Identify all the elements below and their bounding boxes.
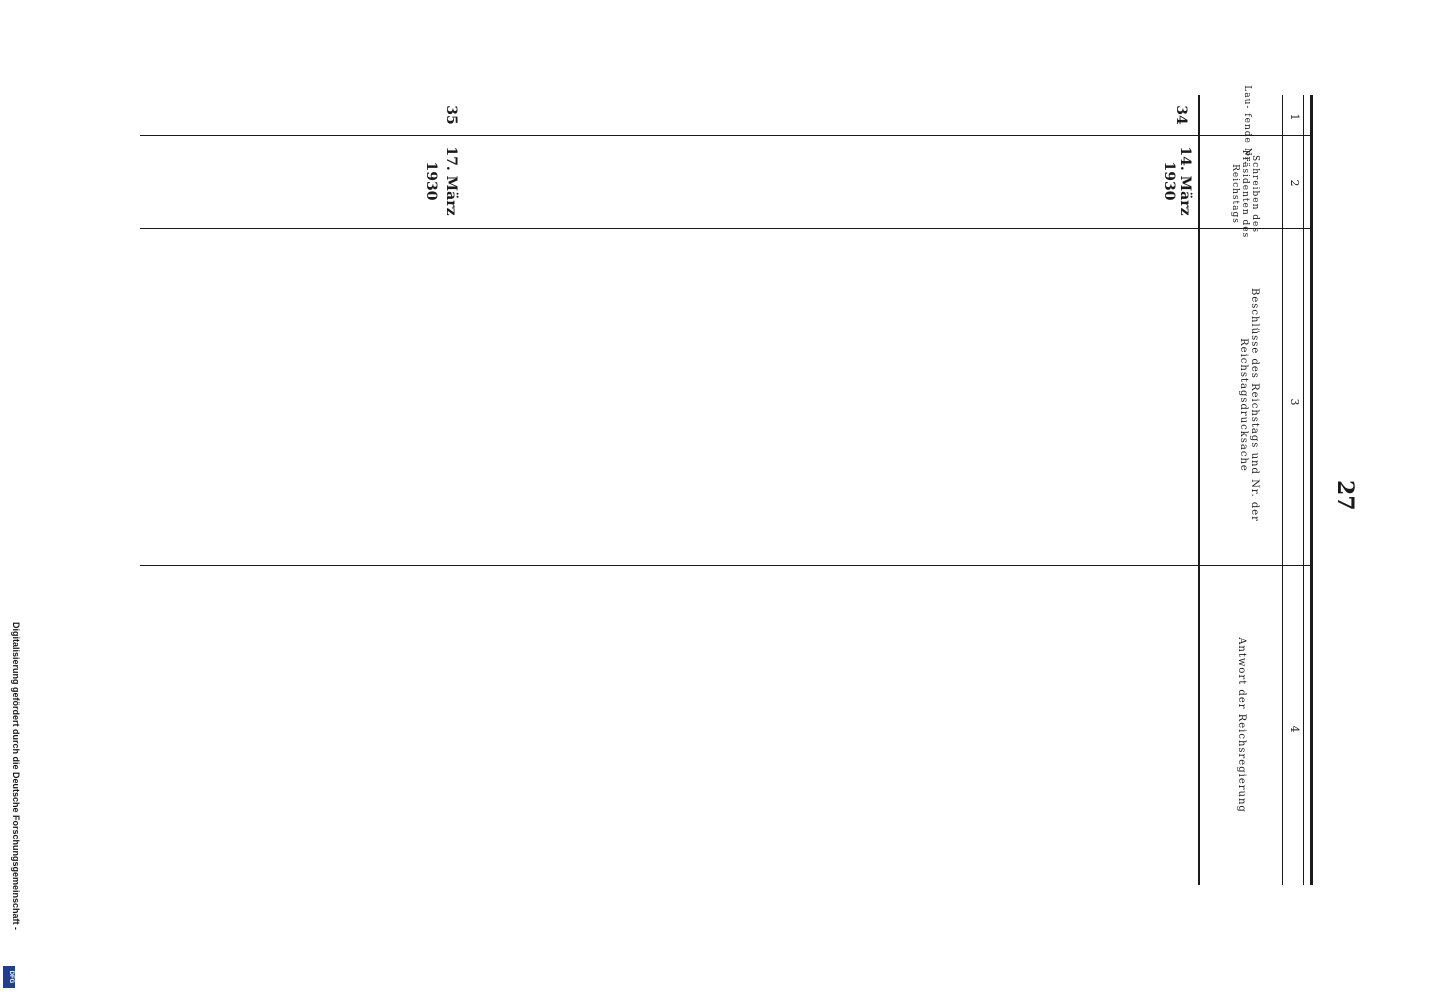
column-divider-2-3 xyxy=(140,228,1312,229)
column-number-1: 1 xyxy=(1288,113,1301,121)
column-header-resolutions: Beschlüsse des Reichstags und Nr. der Reichstagsdrucksache xyxy=(1238,288,1260,522)
row-34-date: 14. März xyxy=(1177,146,1193,216)
column-divider-1-2 xyxy=(140,135,1312,136)
column-number-2: 2 xyxy=(1288,179,1301,187)
row-34-number: 34 xyxy=(1173,105,1189,125)
column-number-rule xyxy=(1282,95,1283,885)
row-35-number: 35 xyxy=(443,105,459,125)
column-header-number: Lau- fende Nr. xyxy=(1242,85,1252,165)
row-35-year: 1930 xyxy=(423,161,439,201)
digitization-credit: Digitalisierung gefördert durch die Deutsche Forschungsgemeinschaft - xyxy=(11,621,21,931)
column-number-4: 4 xyxy=(1288,725,1301,733)
header-bottom-rule xyxy=(1198,95,1200,885)
column-header-letter: Schreiben des Präsidenten des Reichstags xyxy=(1230,149,1260,239)
table-top-rule xyxy=(1310,95,1313,885)
table-top-rule-inner xyxy=(1303,95,1304,885)
row-34-year: 1930 xyxy=(1161,161,1177,201)
column-divider-3-4 xyxy=(140,565,1312,566)
page-number: 27 xyxy=(1332,480,1358,511)
row-35-date: 17. März xyxy=(443,146,459,216)
column-header-government-answer: Antwort der Reichsregierung xyxy=(1236,637,1247,813)
dfg-logo xyxy=(3,966,15,988)
dfg-logo-text: DFG xyxy=(8,970,14,984)
column-number-3: 3 xyxy=(1288,398,1301,406)
